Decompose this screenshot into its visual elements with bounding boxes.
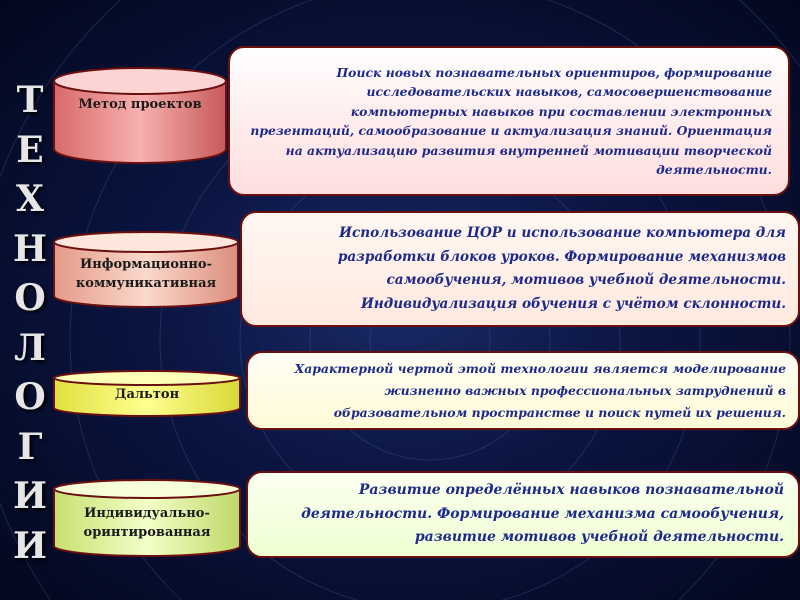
title-letter: Т — [16, 79, 44, 121]
cylinder-label: оринтированная — [83, 525, 211, 540]
description-box-individual-oriented — [246, 471, 800, 558]
cylinder-info-communicative — [52, 230, 240, 310]
title-letter: Х — [16, 178, 44, 220]
description-box-dalton — [246, 351, 800, 430]
cylinder-label: Дальтон — [114, 387, 180, 402]
description-box-method-projects — [228, 46, 790, 196]
title-letter: Н — [12, 227, 47, 270]
cylinder-label: Информационно- — [79, 257, 212, 272]
title-letter: И — [12, 475, 47, 517]
title-letter: О — [14, 277, 46, 319]
cylinder-label: Индивидуально- — [84, 506, 210, 521]
cylinder-label: Метод проектов — [78, 97, 202, 112]
technologies-vertical-title — [10, 76, 50, 571]
description-text: Использование ЦОР и использование компьютера для разработки блоков уроков. Формирование механизмов самообучения, мотивов учебной деятельности. Индивидуализация обучения с учётом склонности. — [337, 225, 786, 312]
title-letter: О — [14, 376, 46, 418]
title-letter: И — [12, 524, 47, 567]
description-box-info-communicative — [240, 211, 800, 327]
title-letter: Г — [17, 425, 43, 468]
description-text: Развитие определённых навыков познавательной деятельности. Формирование механизма самообучения, развитие мотивов учебной деятельности. — [301, 482, 784, 546]
cylinder-method-projects — [52, 66, 228, 166]
cylinder-dalton — [52, 370, 242, 418]
description-text: Характерной чертой этой технологии является моделирование жизненно важных профессиональных затруднений в образовательном пространстве и поиск путей их решения. — [294, 360, 786, 420]
cylinder-individual-oriented — [52, 478, 242, 558]
cylinder-label: коммуникативная — [75, 276, 217, 291]
title-letter: Л — [14, 326, 46, 369]
title-letter: Е — [16, 128, 44, 171]
description-text: Поиск новых познавательных ориентиров, формирование исследовательских навыков, самосовершенствование компьютерных навыков при составлении электронных презентаций, самообразование и актуализация знаний. Ориентация на актуализацию развития внутренней мотивации творческой деятельности. — [250, 64, 772, 177]
